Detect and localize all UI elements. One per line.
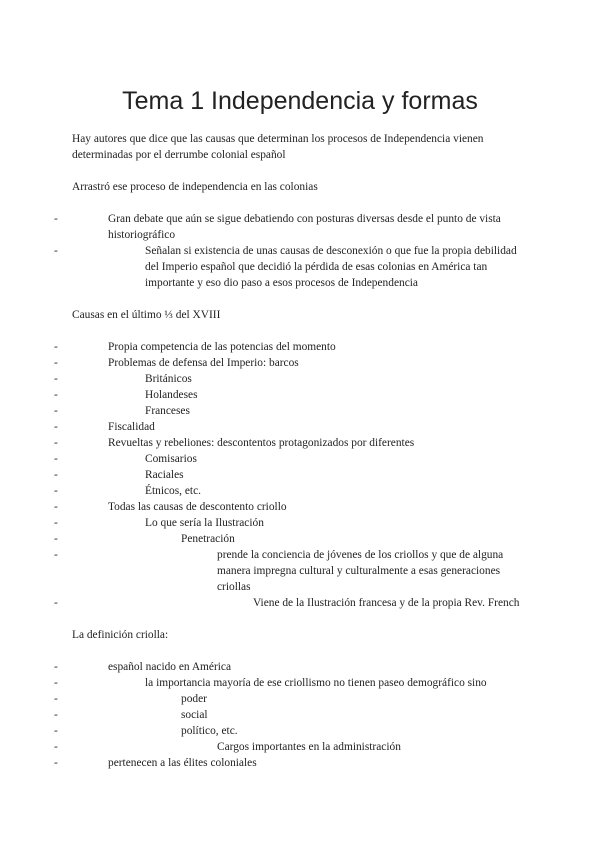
list-item <box>54 403 532 419</box>
list-item-text: español nacido en América <box>108 661 232 673</box>
list-item-text: poder <box>181 693 207 705</box>
bullet-dash: - <box>54 517 58 529</box>
list-item <box>54 723 532 739</box>
list-item-text: Franceses <box>145 405 190 417</box>
list-item <box>54 499 532 515</box>
intro-paragraph: Hay autores que dice que las causas que determinan los procesos de Independencia vienen determinadas por el derrumbe colonial español <box>72 133 484 161</box>
list-item <box>54 387 532 403</box>
list-item-text: Problemas de defensa del Imperio: barcos <box>108 357 299 369</box>
causas-heading: Causas en el último ⅓ del XVIII <box>72 309 221 321</box>
list-item-text: pertenecen a las élites coloniales <box>108 757 257 769</box>
list-item <box>54 435 532 451</box>
list-item-text: Gran debate que aún se sigue debatiendo con posturas diversas desde el punto de vista historiográfico <box>108 213 501 241</box>
bullet-dash: - <box>54 357 58 369</box>
bullet-dash: - <box>54 693 58 705</box>
list-item <box>54 515 532 531</box>
list-item <box>54 755 532 771</box>
list-item <box>54 483 532 499</box>
bullet-dash: - <box>54 341 58 353</box>
list-item-text: prende la conciencia de jóvenes de los criollos y que de alguna manera impregna cultural y culturalmente a esas generaciones criollas <box>217 549 504 593</box>
bullet-dash: - <box>54 453 58 465</box>
definicion-heading: La definición criolla: <box>72 629 169 641</box>
list-item-text: Cargos importantes en la administración <box>217 741 401 753</box>
bullet-dash: - <box>54 597 58 609</box>
list-item-text: Penetración <box>181 533 235 545</box>
page-title: Tema 1 Independencia y formas <box>122 87 478 115</box>
list-item-text: Holandeses <box>145 389 198 401</box>
list-item <box>54 339 532 355</box>
bullet-dash: - <box>54 741 58 753</box>
bullet-dash: - <box>54 709 58 721</box>
list-item <box>54 371 532 387</box>
list-item <box>54 595 532 611</box>
bullet-dash: - <box>54 677 58 689</box>
bullet-dash: - <box>54 405 58 417</box>
debate-list <box>54 211 532 291</box>
bullet-dash: - <box>54 757 58 769</box>
bullet-dash: - <box>54 373 58 385</box>
causas-list <box>54 339 532 611</box>
bullet-dash: - <box>54 725 58 737</box>
list-item-text: Señalan si existencia de unas causas de desconexión o que fue la propia debilidad del Imperio español que decidió la pérdida de esas colonias en América tan importante y eso dio paso a esos procesos de Independencia <box>145 245 517 289</box>
list-item-text: Británicos <box>145 373 192 385</box>
list-item <box>54 355 532 371</box>
arrastro-paragraph: Arrastró ese proceso de independencia en las colonias <box>72 181 318 193</box>
list-item <box>54 419 532 435</box>
bullet-dash: - <box>54 213 58 225</box>
bullet-dash: - <box>54 533 58 545</box>
bullet-dash: - <box>54 437 58 449</box>
document-body <box>54 131 532 771</box>
bullet-dash: - <box>54 661 58 673</box>
bullet-dash: - <box>54 245 58 257</box>
list-item <box>54 675 532 691</box>
list-item <box>54 243 532 291</box>
bullet-dash: - <box>54 421 58 433</box>
list-item-text: Fiscalidad <box>108 421 155 433</box>
list-item <box>54 451 532 467</box>
list-item-text: Étnicos, etc. <box>145 485 201 497</box>
list-item <box>54 547 532 595</box>
list-item <box>54 707 532 723</box>
bullet-dash: - <box>54 469 58 481</box>
list-item-text: Revueltas y rebeliones: descontentos protagonizados por diferentes <box>108 437 415 449</box>
list-item <box>54 211 532 243</box>
list-item-text: político, etc. <box>181 725 238 737</box>
bullet-dash: - <box>54 549 58 561</box>
list-item-text: Todas las causas de descontento criollo <box>108 501 287 513</box>
list-item-text: Raciales <box>145 469 184 481</box>
list-item <box>54 467 532 483</box>
list-item-text: la importancia mayoría de ese criollismo no tienen paseo demográfico sino <box>145 677 487 689</box>
list-item-text: Viene de la Ilustración francesa y de la propia Rev. French <box>253 597 520 609</box>
bullet-dash: - <box>54 501 58 513</box>
definicion-list <box>54 659 532 771</box>
bullet-dash: - <box>54 389 58 401</box>
list-item <box>54 691 532 707</box>
list-item-text: Propia competencia de las potencias del momento <box>108 341 336 353</box>
list-item <box>54 659 532 675</box>
list-item-text: social <box>181 709 208 721</box>
list-item <box>54 739 532 755</box>
list-item-text: Comisarios <box>145 453 197 465</box>
list-item-text: Lo que sería la Ilustración <box>145 517 264 529</box>
list-item <box>54 531 532 547</box>
bullet-dash: - <box>54 485 58 497</box>
